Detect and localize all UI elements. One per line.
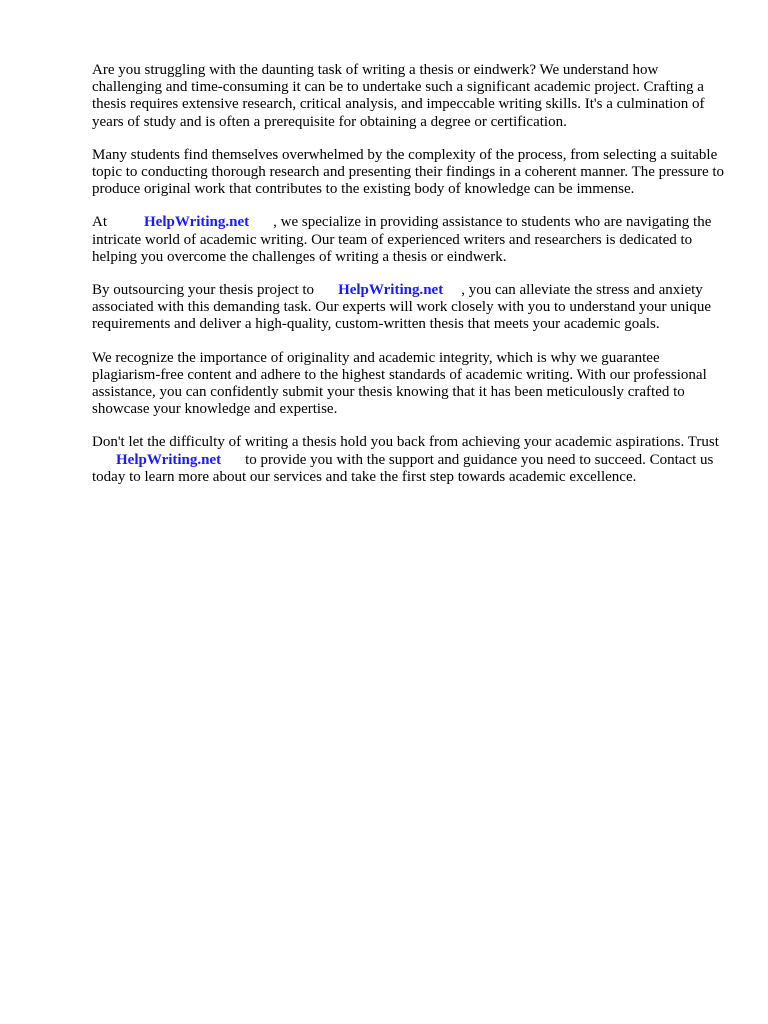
document-body xyxy=(92,62,728,502)
paragraph-overwhelmed: Many students find themselves overwhelmed by the complexity of the process, from selecting a suitable topic to conducting thorough research and presenting their findings in a coherent manner. The pressure to produce original work that contributes to the existing body of knowledge can be immense. xyxy=(92,146,725,198)
paragraph-outsourcing-lead: By outsourcing your thesis project to xyxy=(92,282,315,299)
paragraph-originality: We recognize the importance of originality and academic integrity, which is why we guarantee plagiarism-free content and adhere to the highest standards of academic writing. With our professional assistance, you can confidently submit your thesis knowing that it has been meticulously crafted to showcase your knowledge and expertise. xyxy=(92,349,707,418)
paragraph-intro: Are you struggling with the daunting task of writing a thesis or eindwerk? We understand how challenging and time-consuming it can be to undertake such a significant academic project. Crafting a thesis requires extensive research, critical analysis, and impeccable writing skills. It's a culmination of years of study and is often a prerequisite for obtaining a degree or certification. xyxy=(92,62,705,130)
helpwriting-link-1[interactable]: HelpWriting.net xyxy=(144,214,250,231)
paragraph-outsourcing xyxy=(92,282,728,334)
helpwriting-link-3[interactable]: HelpWriting.net xyxy=(116,451,222,468)
paragraph-specialize xyxy=(92,214,728,266)
helpwriting-link-2[interactable]: HelpWriting.net xyxy=(338,282,444,299)
paragraph-specialize-lead: At xyxy=(92,214,107,231)
paragraph-outsourcing-rest: , you can alleviate the stress and anxiety associated with this demanding task. Our experts will work closely with you to understand your unique requirements and deliver a high-quality, custom-written thesis that meets your academic goals. xyxy=(92,282,712,333)
paragraph-closing xyxy=(92,434,728,486)
paragraph-closing-rest: to provide you with the support and guidance you need to succeed. Contact us today to learn more about our services and take the first step towards academic excellence. xyxy=(92,451,714,485)
paragraph-specialize-rest: , we specialize in providing assistance to students who are navigating the intricate world of academic writing. Our team of experienced writers and researchers is dedicated to helping you overcome the challenges of writing a thesis or eindwerk. xyxy=(92,214,712,265)
paragraph-closing-lead: Don't let the difficulty of writing a thesis hold you back from achieving your academic aspirations. Trust xyxy=(92,434,719,451)
